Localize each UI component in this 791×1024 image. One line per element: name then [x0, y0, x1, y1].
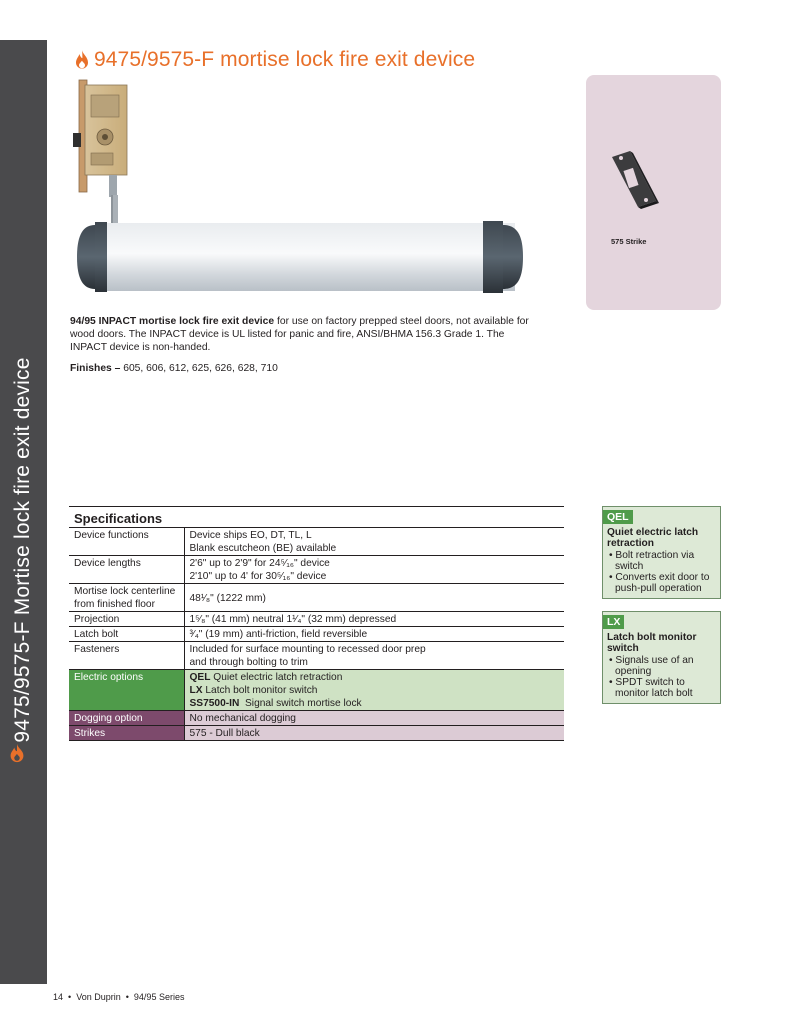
description-lead: 94/95 INPACT mortise lock fire exit device: [70, 316, 275, 327]
spec-label: Dogging option: [69, 711, 184, 726]
strike-caption: 575 Strike: [611, 237, 647, 246]
page-number: 14: [53, 992, 64, 1002]
option-title: Quiet electric latch retraction: [607, 527, 699, 549]
spec-value: No mechanical dogging: [184, 711, 564, 726]
spec-row: [69, 627, 564, 642]
spec-value: Included for surface mounting to recessed door prep and through bolting to trim: [184, 642, 564, 670]
exit-device-image: [65, 75, 545, 305]
option-bullets: [603, 655, 720, 703]
spec-label: Latch bolt: [69, 627, 184, 642]
page-title: [73, 48, 475, 72]
spec-value: QEL Quiet electric latch retraction LX Latch bolt monitor switch SS7500-IN Signal switch mortise lock: [184, 670, 564, 711]
option-card-qel: [602, 506, 721, 599]
spec-label: Device functions: [69, 528, 184, 556]
spec-value: 1⁵⁄₈" (41 mm) neutral 1¹⁄₄" (32 mm) depressed: [184, 612, 564, 627]
strike-card: [586, 75, 721, 310]
specifications-title: Specifications: [69, 507, 564, 528]
spec-value: ³⁄₄" (19 mm) anti-friction, field reversible: [184, 627, 564, 642]
flame-icon: [6, 742, 28, 764]
list-item: • Converts exit door to push-pull operation: [607, 572, 716, 594]
spec-value: 575 - Dull black: [184, 726, 564, 741]
strike-plate-image: [606, 145, 676, 215]
page-footer: 14 • Von Duprin • 94/95 Series: [53, 992, 185, 1002]
spec-row-dogging-option: [69, 711, 564, 726]
spec-row: [69, 642, 564, 670]
spec-row: [69, 556, 564, 584]
spec-value: Device ships EO, DT, TL, L Blank escutcheon (BE) available: [184, 528, 564, 556]
specifications-table: [69, 506, 564, 741]
spec-label: Fasteners: [69, 642, 184, 670]
spec-label: Projection: [69, 612, 184, 627]
spec-label: Strikes: [69, 726, 184, 741]
list-item: • Signals use of an opening: [607, 655, 716, 677]
spec-label: Mortise lock centerline from finished floor: [69, 584, 184, 612]
option-card-lx: [602, 611, 721, 704]
spec-value: 2'6" up to 2'9" for 24⁵⁄₁₆" device 2'10" up to 4' for 30⁵⁄₁₆" device: [184, 556, 564, 584]
list-item: • SPDT switch to monitor latch bolt: [607, 677, 716, 699]
description-body: for use on factory prepped steel doors, not available for wood doors. The INPACT device is UL listed for panic and fire, ANSI/BHMA 156.3 Grade 1. The INPACT device is non-handed.: [70, 316, 529, 353]
option-title: Latch bolt monitor switch: [607, 632, 697, 654]
spec-row: [69, 528, 564, 556]
flame-icon: [73, 49, 91, 71]
side-tab-title: 9475/9575-F Mortise lock fire exit device: [11, 357, 34, 743]
spec-row: [69, 612, 564, 627]
spec-row-electric-options: [69, 670, 564, 711]
spec-row-strikes: [69, 726, 564, 741]
list-item: • Bolt retraction via switch: [607, 550, 716, 572]
finishes-line: [70, 363, 278, 374]
spec-label: Device lengths: [69, 556, 184, 584]
footer-brand: Von Duprin: [76, 992, 121, 1002]
page-title-text: 9475/9575-F mortise lock fire exit device: [94, 48, 476, 71]
option-bullets: [603, 550, 720, 598]
spec-label: Electric options: [69, 670, 184, 711]
option-tag: QEL: [603, 510, 633, 524]
product-description: [70, 316, 540, 354]
spec-row: [69, 584, 564, 612]
footer-series: 94/95 Series: [133, 992, 185, 1002]
finishes-label: Finishes –: [70, 363, 121, 374]
side-tab: [0, 40, 47, 984]
finishes-value: 605, 606, 612, 625, 626, 628, 710: [120, 363, 278, 374]
spec-value: 48¹⁄₈" (1222 mm): [184, 584, 564, 612]
option-tag: LX: [603, 615, 624, 629]
